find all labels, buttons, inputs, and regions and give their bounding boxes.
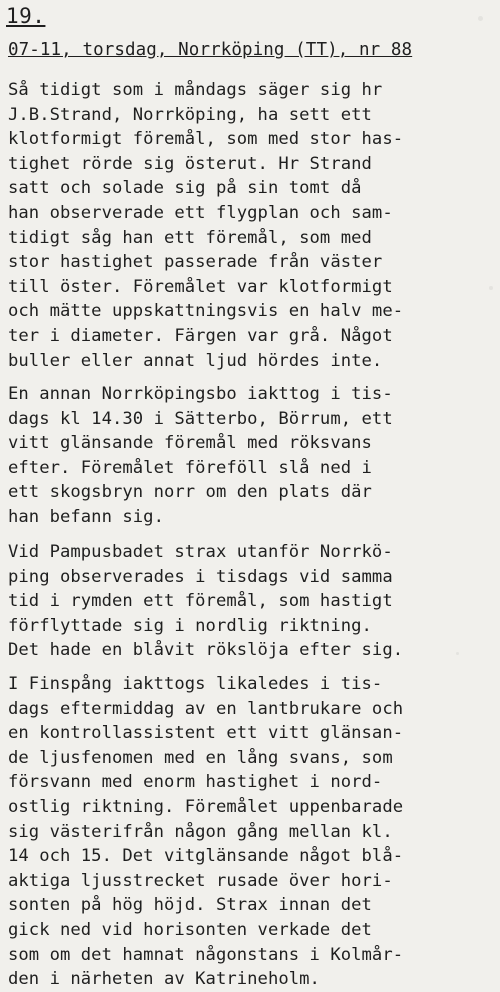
text-line: förflyttade sig i nordlig riktning. [8,615,372,636]
page-number: 19. [6,4,46,28]
text-line: en kontrollassistent ett vitt glänsan- [8,723,404,744]
paragraph-4 [8,672,494,992]
text-line: satt och solade sig på sin tomt då [8,178,362,199]
text-line: ping observerades i tisdags vid samma [8,566,393,587]
article-header: 07-11, torsdag, Norrköping (TT), nr 88 [8,40,413,60]
paragraph-3 [8,540,494,663]
paragraph-1 [8,78,494,373]
text-line: 14 och 15. Det vitglänsande något blå- [8,846,404,867]
text-line: tighet rörde sig österut. Hr Strand [8,153,372,174]
text-line: sig västerifrån någon gång mellan kl. [8,821,393,842]
text-line: aktiga ljusstrecket rusade över hori- [8,870,393,891]
text-line: ter i diameter. Färgen var grå. Något [8,325,393,346]
text-line: tidigt såg han ett föremål, som med [8,227,372,248]
text-line: ostlig riktning. Föremålet uppenbarade [8,796,404,817]
text-line: de ljusfenomen med en lång svans, som [8,747,393,768]
text-line: tid i rymden ett föremål, som hastigt [8,591,393,612]
text-line: Så tidigt som i måndags säger sig hr [8,80,383,100]
text-line: han befann sig. [8,506,164,527]
text-line: stor hastighet passerade från väster [8,252,383,273]
scan-speck [478,16,483,21]
text-line: som om det hamnat någonstans i Kolmår- [8,944,404,965]
text-line: En annan Norrköpingsbo iakttog i tis- [8,384,393,404]
text-line: gick ned vid horisonten verkade det [8,919,372,940]
text-line: och mätte uppskattningsvis en halv me- [8,301,404,322]
text-line: klotformigt föremål, som med stor has- [8,129,404,150]
text-line: ett skogsbryn norr om den plats där [8,482,372,503]
text-line: J.B.Strand, Norrköping, ha sett ett [8,104,372,125]
text-line: försvann med enorm hastighet i nord- [8,772,383,793]
text-line: I Finspång iakttogs likaledes i tis- [8,674,383,694]
text-line: buller eller annat ljud hördes inte. [8,350,383,371]
text-line: han observerade ett flygplan och sam- [8,202,393,223]
text-line: efter. Föremålet föreföll slå ned i [8,457,372,478]
text-line: till öster. Föremålet var klotformigt [8,276,393,297]
text-line: dags eftermiddag av en lantbrukare och [8,698,404,719]
text-line: Vid Pampusbadet strax utanför Norrkö- [8,542,393,562]
text-line: vitt glänsande föremål med röksvans [8,433,372,454]
text-line: Det hade en blåvit rökslöja efter sig. [8,640,404,661]
text-line: sonten på hög höjd. Strax innan det [8,895,372,916]
paragraph-2 [8,382,494,530]
text-line: dags kl 14.30 i Sätterbo, Börrum, ett [8,408,393,429]
text-line: den i närheten av Katrineholm. [8,969,320,990]
